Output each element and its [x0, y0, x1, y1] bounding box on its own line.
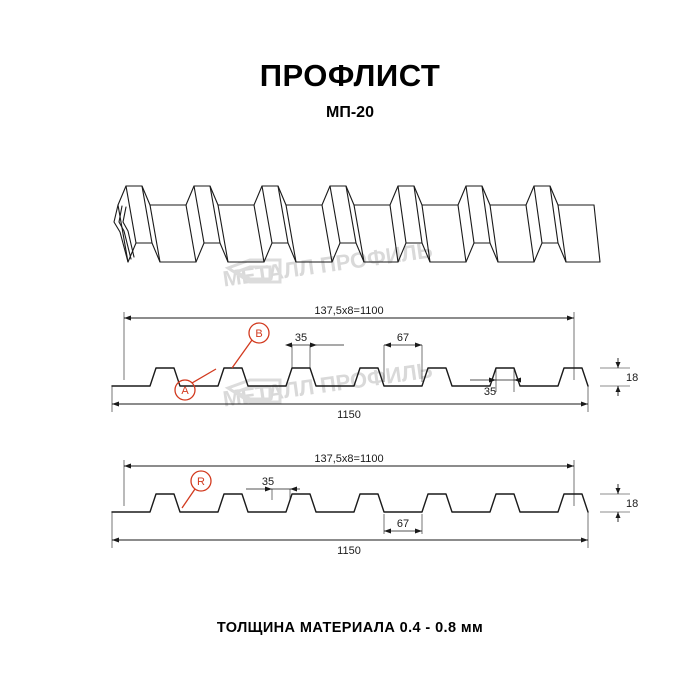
top-valley-dimension-text: 67: [396, 332, 410, 344]
top-total-dimension-text: 1150: [337, 409, 361, 421]
watermark-logo-top: [228, 260, 280, 282]
bottom-rib-dimension-text: 35: [261, 476, 275, 488]
marker-b-label: B: [255, 328, 263, 340]
top-pitch-dimension-text: 137,5х8=1100: [314, 305, 384, 317]
top-rib-dimension-text: 35: [294, 332, 308, 344]
profile-section-bottom: [112, 453, 638, 557]
watermark-text-top: МЕТАЛЛ ПРОФИЛЬ: [221, 237, 434, 292]
bottom-total-dimension-text: 1150: [337, 545, 361, 557]
watermark-logo-bottom: [228, 380, 280, 402]
top-rib-bottom-dimension-text: 35: [483, 386, 497, 398]
bottom-pitch-dimension-text: 137,5х8=1100: [314, 453, 384, 465]
page-subtitle: МП-20: [326, 104, 374, 121]
marker-a-label: A: [181, 385, 189, 397]
marker-r-label: R: [197, 476, 205, 488]
material-thickness-note: ТОЛЩИНА МАТЕРИАЛА 0.4 - 0.8 мм: [216, 620, 484, 636]
page-title: ПРОФЛИСТ: [259, 58, 441, 93]
bottom-height-dimension-text: 18: [626, 498, 639, 510]
bottom-valley-dimension-text: 67: [396, 518, 410, 530]
profile-section-top: [112, 305, 638, 421]
perspective-sheet-illustration: [114, 186, 600, 262]
watermark-text-bottom: МЕТАЛЛ ПРОФИЛЬ: [221, 357, 434, 412]
top-height-dimension-text: 18: [626, 372, 639, 384]
